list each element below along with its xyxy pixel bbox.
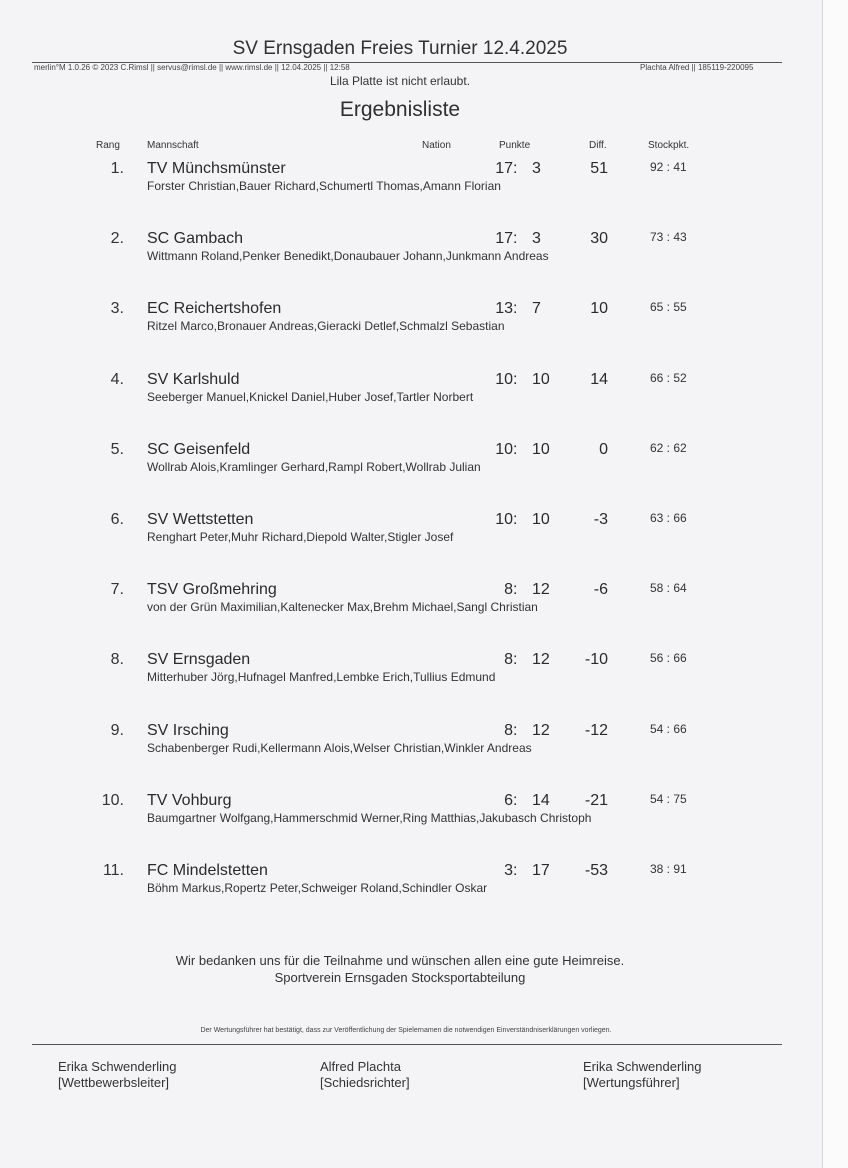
column-header-nation: Nation	[422, 140, 451, 151]
difference: 14	[590, 370, 608, 388]
team-name: SV Wettstetten	[147, 511, 254, 528]
points-for: 3	[504, 862, 513, 879]
stock-points: 66 : 52	[650, 370, 687, 385]
result-row	[0, 511, 848, 581]
consent-note: Der Wertungsführer hat bestätigt, dass zur Veröffentlichung der Spielernamen die notwendigen Einverständniserklärungen vorliegen.	[200, 1027, 612, 1034]
stock-points: 54 : 66	[650, 721, 687, 736]
points-for: 10	[495, 370, 513, 388]
column-header-mannschaft: Mannschaft	[147, 140, 199, 151]
rank-cell: 8.	[110, 651, 124, 669]
stock-points: 56 : 66	[650, 651, 687, 666]
signature-competition-lead	[58, 1059, 177, 1091]
difference: 10	[590, 300, 608, 318]
page-title: SV Ernsgaden Freies Turnier 12.4.2025	[232, 38, 568, 59]
rank-cell: 3.	[110, 300, 124, 318]
stock-points: 62 : 62	[650, 440, 687, 455]
difference: -53	[584, 862, 608, 879]
rank-cell: 11.	[102, 862, 124, 879]
difference: -3	[593, 511, 608, 528]
points-against: 12	[532, 721, 550, 739]
points-separator: :	[513, 370, 518, 388]
points-separator: :	[513, 862, 518, 879]
player-names: Seeberger Manuel,Knickel Daniel,Huber Josef,Tartler Norbert	[147, 389, 474, 404]
rank-cell: 10.	[101, 791, 124, 809]
difference: -6	[593, 581, 608, 599]
difference: 30	[590, 230, 608, 248]
stock-points: 58 : 64	[650, 581, 687, 596]
stock-points: 38 : 91	[650, 862, 687, 876]
signature-role: [Wettbewerbsleiter]	[58, 1075, 170, 1090]
rank-cell: 7.	[110, 581, 124, 599]
difference: 0	[599, 440, 608, 458]
rank-cell: 4.	[110, 370, 124, 388]
result-row	[0, 300, 848, 370]
points-separator: :	[513, 651, 518, 669]
points-separator: :	[513, 440, 518, 458]
player-names: Baumgartner Wolfgang,Hammerschmid Werner,Ring Matthias,Jakubasch Christoph	[147, 810, 592, 825]
results-heading: Ergebnisliste	[339, 98, 461, 121]
points-against: 3	[532, 230, 541, 248]
column-header-rang: Rang	[96, 140, 120, 151]
team-name: SC Geisenfeld	[147, 440, 251, 458]
points-for: 8	[504, 721, 513, 739]
difference: 51	[590, 160, 608, 177]
points-separator: :	[513, 160, 518, 177]
team-name: SV Karlshuld	[147, 370, 240, 388]
stock-points: 54 : 75	[650, 791, 687, 806]
points-separator: :	[513, 300, 518, 318]
player-names: Renghart Peter,Muhr Richard,Diepold Walter,Stigler Josef	[147, 530, 454, 544]
signature-role: [Schiedsrichter]	[320, 1075, 410, 1090]
points-separator: :	[513, 511, 518, 528]
rank-cell: 1.	[110, 160, 124, 177]
points-for: 10	[495, 511, 513, 528]
team-name: TV Münchsmünster	[147, 160, 286, 177]
points-for: 8	[504, 651, 513, 669]
signature-name: Alfred Plachta	[320, 1059, 401, 1074]
team-name: TV Vohburg	[147, 791, 232, 809]
player-names: Forster Christian,Bauer Richard,Schumertl Thomas,Amann Florian	[147, 179, 501, 193]
player-names: von der Grün Maximilian,Kaltenecker Max,Brehm Michael,Sangl Christian	[147, 600, 538, 615]
player-names: Wollrab Alois,Kramlinger Gerhard,Rampl Robert,Wollrab Julian	[147, 459, 481, 474]
signature-scorekeeper	[583, 1059, 702, 1091]
difference: -12	[584, 721, 608, 739]
player-names: Mitterhuber Jörg,Hufnagel Manfred,Lembke Erich,Tullius Edmund	[147, 670, 496, 685]
points-against: 7	[532, 300, 541, 318]
club-name: Sportverein Ernsgaden Stocksportabteilung	[274, 970, 526, 985]
points-separator: :	[513, 230, 518, 248]
player-names: Böhm Markus,Ropertz Peter,Schweiger Roland,Schindler Oskar	[147, 881, 488, 895]
rule-note: Lila Platte ist nicht erlaubt.	[329, 74, 471, 88]
result-row	[0, 792, 848, 862]
points-for: 17	[495, 160, 513, 177]
rank-cell: 5.	[110, 440, 124, 458]
stock-points: 92 : 41	[650, 160, 687, 174]
points-for: 10	[495, 440, 513, 458]
result-row	[0, 722, 848, 792]
points-separator: :	[513, 721, 518, 739]
team-name: SC Gambach	[147, 230, 244, 248]
software-meta: merlin°M 1.0.26 © 2023 C.Rimsl || servus@rimsl.de || www.rimsl.de || 12.04.2025 || 12:58	[34, 63, 350, 72]
result-row	[0, 862, 848, 932]
points-for: 8	[504, 581, 513, 599]
difference: -10	[584, 651, 608, 669]
stock-points: 65 : 55	[650, 300, 687, 315]
points-against: 12	[532, 651, 550, 669]
signature-name: Erika Schwenderling	[583, 1059, 702, 1074]
result-row	[0, 441, 848, 511]
points-against: 3	[532, 160, 541, 177]
difference: -21	[584, 791, 608, 809]
column-header-diff: Diff.	[589, 140, 607, 151]
rank-cell: 2.	[110, 230, 124, 248]
signature-referee	[320, 1059, 410, 1091]
points-against: 14	[532, 791, 550, 809]
points-against: 10	[532, 440, 550, 458]
signature-role: [Wertungsführer]	[583, 1075, 680, 1090]
points-for: 17	[495, 230, 513, 248]
stock-points: 63 : 66	[650, 511, 687, 525]
team-name: TSV Großmehring	[147, 581, 277, 599]
points-against: 12	[532, 581, 550, 599]
column-header-punkte: Punkte	[499, 140, 531, 151]
result-row	[0, 160, 848, 230]
player-names: Wittmann Roland,Penker Benedikt,Donaubauer Johann,Junkmann Andreas	[147, 249, 549, 264]
thanks-message	[0, 952, 800, 986]
points-against: 10	[532, 511, 550, 528]
player-names: Schabenberger Rudi,Kellermann Alois,Welser Christian,Winkler Andreas	[147, 740, 532, 755]
player-names: Ritzel Marco,Bronauer Andreas,Gieracki Detlef,Schmalzl Sebastian	[147, 319, 505, 334]
result-row	[0, 651, 848, 721]
points-for: 13	[495, 300, 513, 318]
thanks-line: Wir bedanken uns für die Teilnahme und wünschen allen eine gute Heimreise.	[175, 953, 625, 968]
team-name: SV Irsching	[147, 721, 229, 739]
result-row	[0, 230, 848, 300]
team-name: EC Reichertshofen	[147, 300, 282, 318]
stock-points: 73 : 43	[650, 230, 687, 245]
result-row	[0, 371, 848, 441]
result-row	[0, 581, 848, 651]
team-name: SV Ernsgaden	[147, 651, 251, 669]
rank-cell: 9.	[110, 721, 124, 739]
rank-cell: 6.	[110, 511, 124, 528]
points-separator: :	[513, 791, 518, 809]
referee-meta: Plachta Alfred || 185119-220095	[640, 63, 754, 72]
team-name: FC Mindelstetten	[147, 862, 268, 879]
points-against: 17	[532, 862, 550, 879]
points-for: 6	[504, 791, 513, 809]
points-separator: :	[513, 581, 518, 599]
signature-name: Erika Schwenderling	[58, 1059, 177, 1074]
footer-divider	[32, 1044, 782, 1045]
points-against: 10	[532, 370, 550, 388]
column-header-stockpkt: Stockpkt.	[648, 140, 690, 151]
